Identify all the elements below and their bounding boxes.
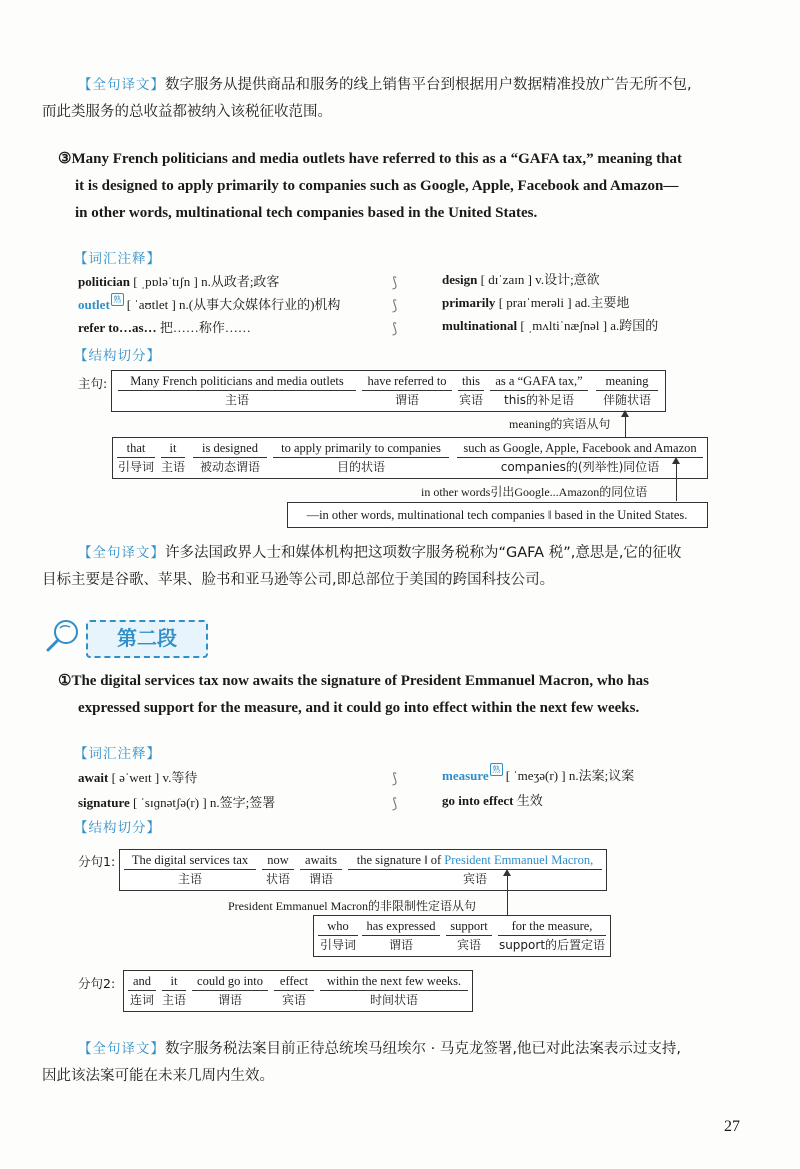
sentence-3 <box>58 146 758 227</box>
sentence-1 <box>58 668 758 722</box>
vocab-tag: 【词汇注释】 <box>74 746 161 762</box>
sentence-line: it is designed to apply primarily to companies such as Google, Apple, Facebook and Amazon— <box>75 178 679 194</box>
segment: meaning 伴随状语 <box>596 372 658 409</box>
translation-tag: 【全句译文】 <box>78 77 165 93</box>
vocab-right-list <box>442 763 634 813</box>
translation-tag: 【全句译文】 <box>78 1041 165 1057</box>
sentence-line: ③Many French politicians and media outlets have referred to this as a “GAFA tax,” meaning that <box>58 151 682 167</box>
vocab-item: multinational [ ˌmʌltiˈnæʃnəl ] a.跨国的 <box>442 318 659 333</box>
translation-block-2 <box>42 540 748 594</box>
clause-2-box <box>123 970 473 1012</box>
translation-block-3 <box>42 1036 748 1090</box>
segment: is designed 被动态谓语 <box>193 439 267 476</box>
sentence-line: ①The digital services tax now awaits the signature of President Emmanuel Macron, who has <box>58 673 649 689</box>
familiar-badge-icon: 熟 <box>111 293 124 306</box>
vocab-item: go into effect 生效 <box>442 793 543 808</box>
vocab-item: measure 熟 [ ˈmeʒə(r) ] n.法案;议案 <box>442 765 635 783</box>
sentence-line: in other words, multinational tech companies based in the United States. <box>75 205 538 221</box>
vocab-right-list <box>442 268 658 337</box>
segment: within the next few weeks. 时间状语 <box>320 972 468 1009</box>
vocab-item: signature [ ˈsɪɡnətʃə(r) ] n.签字;签署 <box>78 795 276 810</box>
connector-line <box>625 416 626 438</box>
annotation: President Emmanuel Macron的非限制性定语从句 <box>228 899 476 913</box>
structure-tag: 【结构切分】 <box>74 348 161 364</box>
segment: The digital services tax 主语 <box>124 851 256 888</box>
segment: now 状语 <box>262 851 294 888</box>
structure-tag: 【结构切分】 <box>74 820 161 836</box>
translation-text: 许多法国政界人士和媒体机构把这项数字服务税称为“GAFA 税”,意思是,它的征收 <box>165 545 682 561</box>
translation-tag: 【全句译文】 <box>78 545 165 561</box>
clause-1-label: 分句1: <box>78 854 116 869</box>
annotation: meaning的宾语从句 <box>509 417 611 431</box>
segment: for the measure, support的后置定语 <box>498 919 606 952</box>
vocab-item: primarily [ praɪˈmerəli ] ad.主要地 <box>442 295 630 310</box>
segment: could go into 谓语 <box>192 972 268 1009</box>
connector-line <box>676 463 677 501</box>
relative-clause-box <box>313 915 611 957</box>
segment: Many French politicians and media outlets 主语 <box>118 372 356 409</box>
page-number: 27 <box>724 1118 740 1135</box>
vocab-left-list <box>78 270 340 339</box>
segment: as a “GAFA tax,” this的补足语 <box>490 372 588 409</box>
segment: the signature ‖ of President Emmanuel Macron, 宾语 <box>348 851 602 888</box>
clause-1-box <box>119 849 607 891</box>
translation-text: 数字服务税法案目前正待总统埃马纽埃尔 · 马克龙签署,他已对此法案表示过支持, <box>165 1041 682 1057</box>
translation-text: 目标主要是谷歌、苹果、脸书和亚马逊等公司,即总部位于美国的跨国科技公司。 <box>42 572 555 588</box>
segment: such as Google, Apple, Facebook and Amazon companies的(列举性)同位语 <box>457 439 703 476</box>
segment: effect 宾语 <box>274 972 314 1009</box>
segment: —in other words, multinational tech companies ‖ based in the United States. <box>306 508 688 522</box>
segment: to apply primarily to companies 目的状语 <box>273 439 449 476</box>
vocab-tag: 【词汇注释】 <box>74 251 161 267</box>
main-clause-label: 主句: <box>78 376 108 391</box>
segment: it 主语 <box>162 974 187 1007</box>
translation-text: 而此类服务的总收益都被纳入该税征收范围。 <box>42 104 332 120</box>
vocab-item: outlet 熟 [ ˈaʊtlet ] n.(从事大众媒体行业的)机构 <box>78 295 341 312</box>
wave-divider-icon: ⟆ ⟆ <box>392 771 398 812</box>
segment: it 主语 <box>161 441 186 474</box>
sentence-line: expressed support for the measure, and it could go into effect within the next few weeks. <box>78 700 640 716</box>
object-clause-box <box>112 437 708 479</box>
segment: who 引导词 <box>319 919 356 952</box>
segment: that 引导词 <box>117 441 154 474</box>
segment: have referred to 谓语 <box>362 372 452 409</box>
segment: support 宾语 <box>446 917 492 954</box>
translation-block-1 <box>42 72 748 126</box>
magnifier-icon <box>44 618 84 652</box>
vocab-left-list <box>78 765 275 815</box>
segment: this 宾语 <box>458 374 483 407</box>
segment: awaits 谓语 <box>300 851 342 888</box>
vocab-item: design [ dɪˈzaɪn ] v.设计;意欲 <box>442 272 600 287</box>
translation-text: 因此该法案可能在未来几周内生效。 <box>42 1068 274 1084</box>
segment: and 连词 <box>129 974 154 1007</box>
main-clause-box <box>111 370 666 412</box>
annotation: in other words引出Google...Amazon的同位语 <box>421 485 648 499</box>
connector-line <box>507 875 508 915</box>
clause-2-label: 分句2: <box>78 976 116 991</box>
translation-text: 数字服务从提供商品和服务的线上销售平台到根据用户数据精准投放广告无所不包, <box>165 77 692 93</box>
segment: has expressed 谓语 <box>362 917 440 954</box>
vocab-item: await [ əˈweɪt ] v.等待 <box>78 770 198 785</box>
appositive-box <box>287 502 708 528</box>
familiar-badge-icon: 熟 <box>490 763 503 776</box>
section-title: 第二段 <box>86 620 208 658</box>
wave-divider-icon: ⟆ ⟆ ⟆ <box>392 275 398 337</box>
vocab-item: politician [ ˌpɒləˈtɪʃn ] n.从政者;政客 <box>78 274 280 289</box>
vocab-item: refer to…as… 把……称作…… <box>78 320 251 335</box>
